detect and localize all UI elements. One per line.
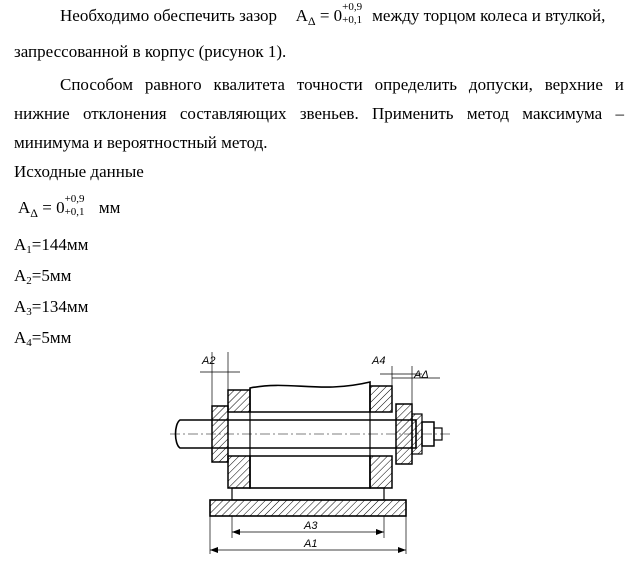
p2-word: Применить bbox=[372, 104, 454, 123]
gap-lower: +0,1 bbox=[342, 14, 363, 26]
gap-value-line bbox=[18, 193, 121, 223]
housing-base bbox=[210, 500, 406, 516]
dimension-a3 bbox=[14, 297, 88, 322]
dim-base: A bbox=[14, 266, 27, 285]
dim-base: A bbox=[14, 297, 27, 316]
left-bushing bbox=[212, 406, 228, 462]
gap-delta: Δ bbox=[307, 14, 316, 28]
paragraph-1-after: между торцом колеса и втулкой, bbox=[372, 6, 606, 25]
ad-tolerance bbox=[64, 193, 95, 218]
dimension-a4 bbox=[14, 328, 71, 353]
p2-word: верхние bbox=[544, 75, 603, 94]
paragraph-1-line-1 bbox=[60, 1, 606, 31]
wheel-top bbox=[250, 382, 370, 412]
ad-delta: Δ bbox=[30, 206, 38, 220]
label-a3: A3 bbox=[304, 520, 318, 532]
dimension-a1 bbox=[14, 235, 88, 260]
p2-word: составляющих bbox=[179, 104, 287, 123]
washer bbox=[412, 414, 422, 454]
label-a4: A4 bbox=[372, 355, 386, 367]
paragraph-2-line-1 bbox=[60, 75, 624, 95]
p2-word: максимума bbox=[522, 104, 603, 123]
p2-word: точности bbox=[296, 75, 363, 94]
ad-equals: = 0 bbox=[42, 198, 65, 217]
p2-word: – bbox=[615, 104, 624, 123]
right-flange-top bbox=[370, 386, 392, 412]
dim-base: A bbox=[14, 328, 27, 347]
gap-tolerance bbox=[342, 1, 372, 26]
p2-word: отклонения bbox=[82, 104, 167, 123]
dim-sub: 1 bbox=[26, 244, 32, 256]
right-bushing bbox=[396, 404, 412, 464]
paragraph-1-line-2: запрессованной в корпус (рисунок 1). bbox=[14, 42, 287, 61]
left-flange-top bbox=[228, 390, 250, 412]
gap-equals: = 0 bbox=[319, 6, 343, 25]
assembly-drawing bbox=[170, 348, 460, 560]
dim-value: =134мм bbox=[31, 297, 89, 316]
ad-symbol: A bbox=[18, 198, 31, 217]
gap-symbol: A bbox=[295, 6, 308, 25]
p2-word: и bbox=[614, 75, 624, 94]
ad-unit: мм bbox=[98, 198, 121, 217]
label-a1: A1 bbox=[304, 538, 318, 550]
p2-word: звеньев. bbox=[299, 104, 359, 123]
p2-word: равного bbox=[144, 75, 202, 94]
dim-value: =144мм bbox=[31, 235, 89, 254]
p2-word: определить bbox=[374, 75, 458, 94]
dim-sub: 3 bbox=[26, 306, 32, 318]
p2-word: нижние bbox=[14, 104, 70, 123]
dim-base: A bbox=[14, 235, 27, 254]
gap-upper: +0,9 bbox=[342, 1, 363, 13]
right-flange-bottom bbox=[370, 456, 392, 488]
label-a2: A2 bbox=[202, 355, 216, 367]
dim-value: =5мм bbox=[31, 266, 72, 285]
p2-word: допуски, bbox=[468, 75, 533, 94]
housing-cavity bbox=[232, 488, 384, 500]
left-flange-bottom bbox=[228, 456, 250, 488]
initial-data-heading: Исходные данные bbox=[14, 162, 144, 181]
dim-sub: 2 bbox=[26, 275, 32, 287]
wheel-bottom bbox=[250, 456, 370, 488]
paragraph-1-before: Необходимо обеспечить зазор bbox=[60, 6, 278, 25]
ad-lower: +0,1 bbox=[64, 206, 85, 218]
paragraph-2-line-2 bbox=[14, 104, 624, 124]
label-ad: AΔ bbox=[414, 369, 429, 381]
dimension-a2 bbox=[14, 266, 71, 291]
ad-upper: +0,9 bbox=[64, 193, 85, 205]
p2-word: квалитета bbox=[213, 75, 285, 94]
paragraph-2-line-3: минимума и вероятностный метод. bbox=[14, 133, 268, 152]
p2-word: Способом bbox=[60, 75, 133, 94]
dim-value: =5мм bbox=[31, 328, 72, 347]
p2-word: метод bbox=[466, 104, 510, 123]
dim-sub: 4 bbox=[26, 337, 32, 349]
